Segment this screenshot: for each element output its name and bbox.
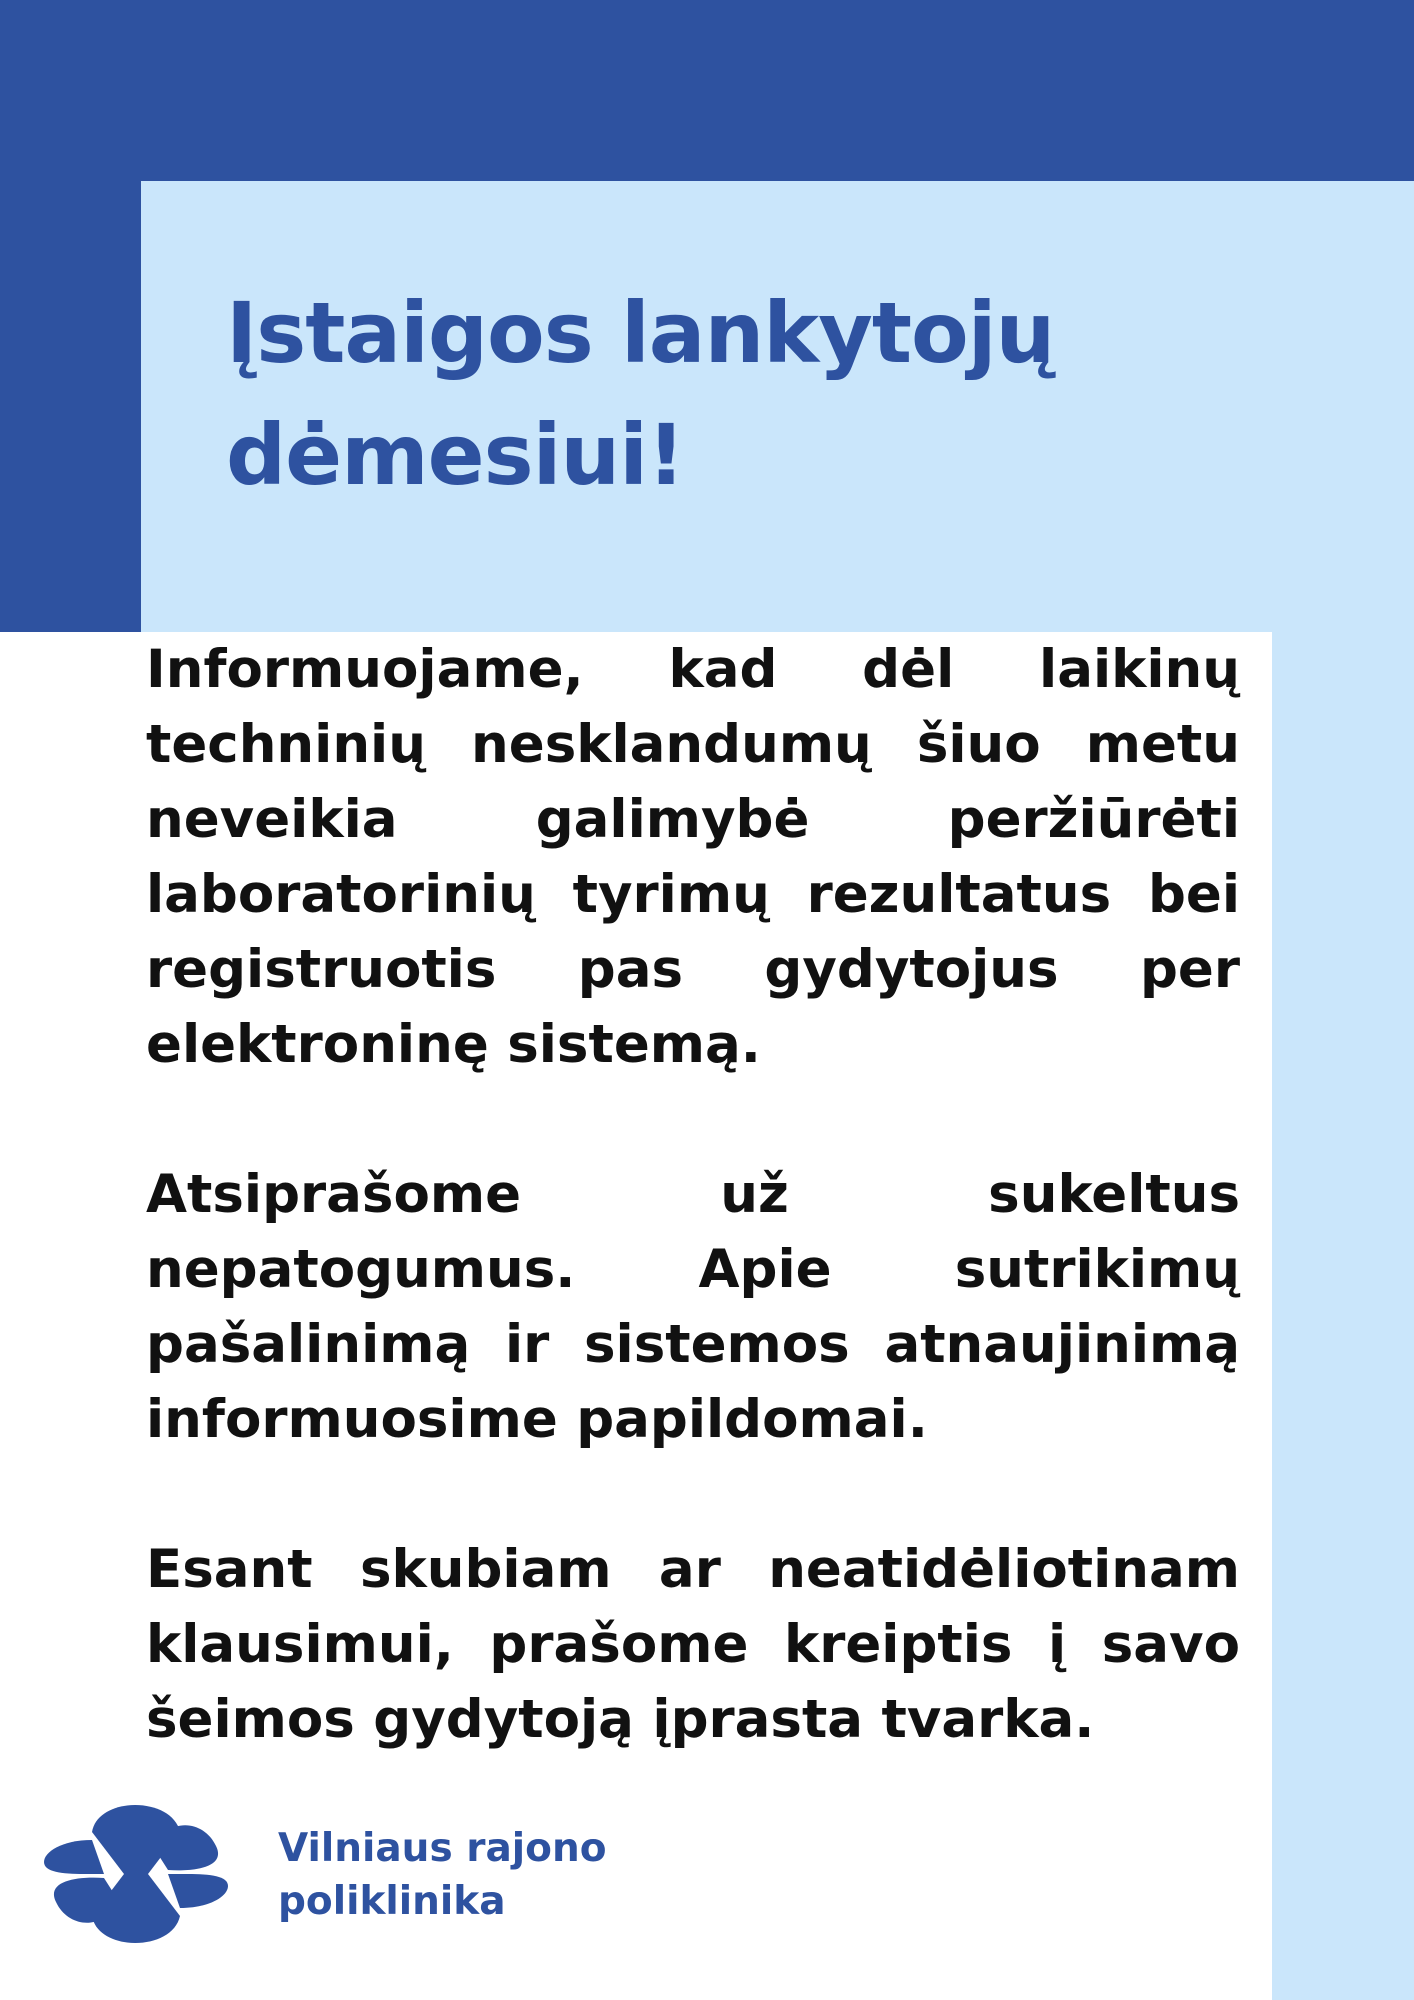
title-line-2: dėmesiui! [226,406,685,504]
organization-name-line-1: Vilniaus rajono [278,1826,607,1871]
title-line-1: Įstaigos lankytojų [226,284,1055,382]
organization-name-line-2: poliklinika [278,1879,506,1924]
notice-paragraph-1: Informuojame, kad dėl laikinų techninių nesklandumų šiuo metu neveikia galimybė peržiūrėti laboratorinių tyrimų rezultatus bei registruotis pas gydytojus per elektroninę sistemą. [146,639,1240,1075]
notice-paragraph-2: Atsiprašome už sukeltus nepatogumus. Apie sutrikimų pašalinimą ir sistemos atnaujinimą informuosime papildomai. [146,1164,1240,1450]
organization-name [278,1822,607,1928]
notice-title [226,272,1226,516]
notice-paragraph-3: Esant skubiam ar neatidėliotinam klausimui, prašome kreiptis į savo šeimos gydytoją įprasta tvarka. [146,1539,1240,1750]
poliklinika-logo-icon [44,1782,228,1966]
notice-body [146,632,1240,1832]
